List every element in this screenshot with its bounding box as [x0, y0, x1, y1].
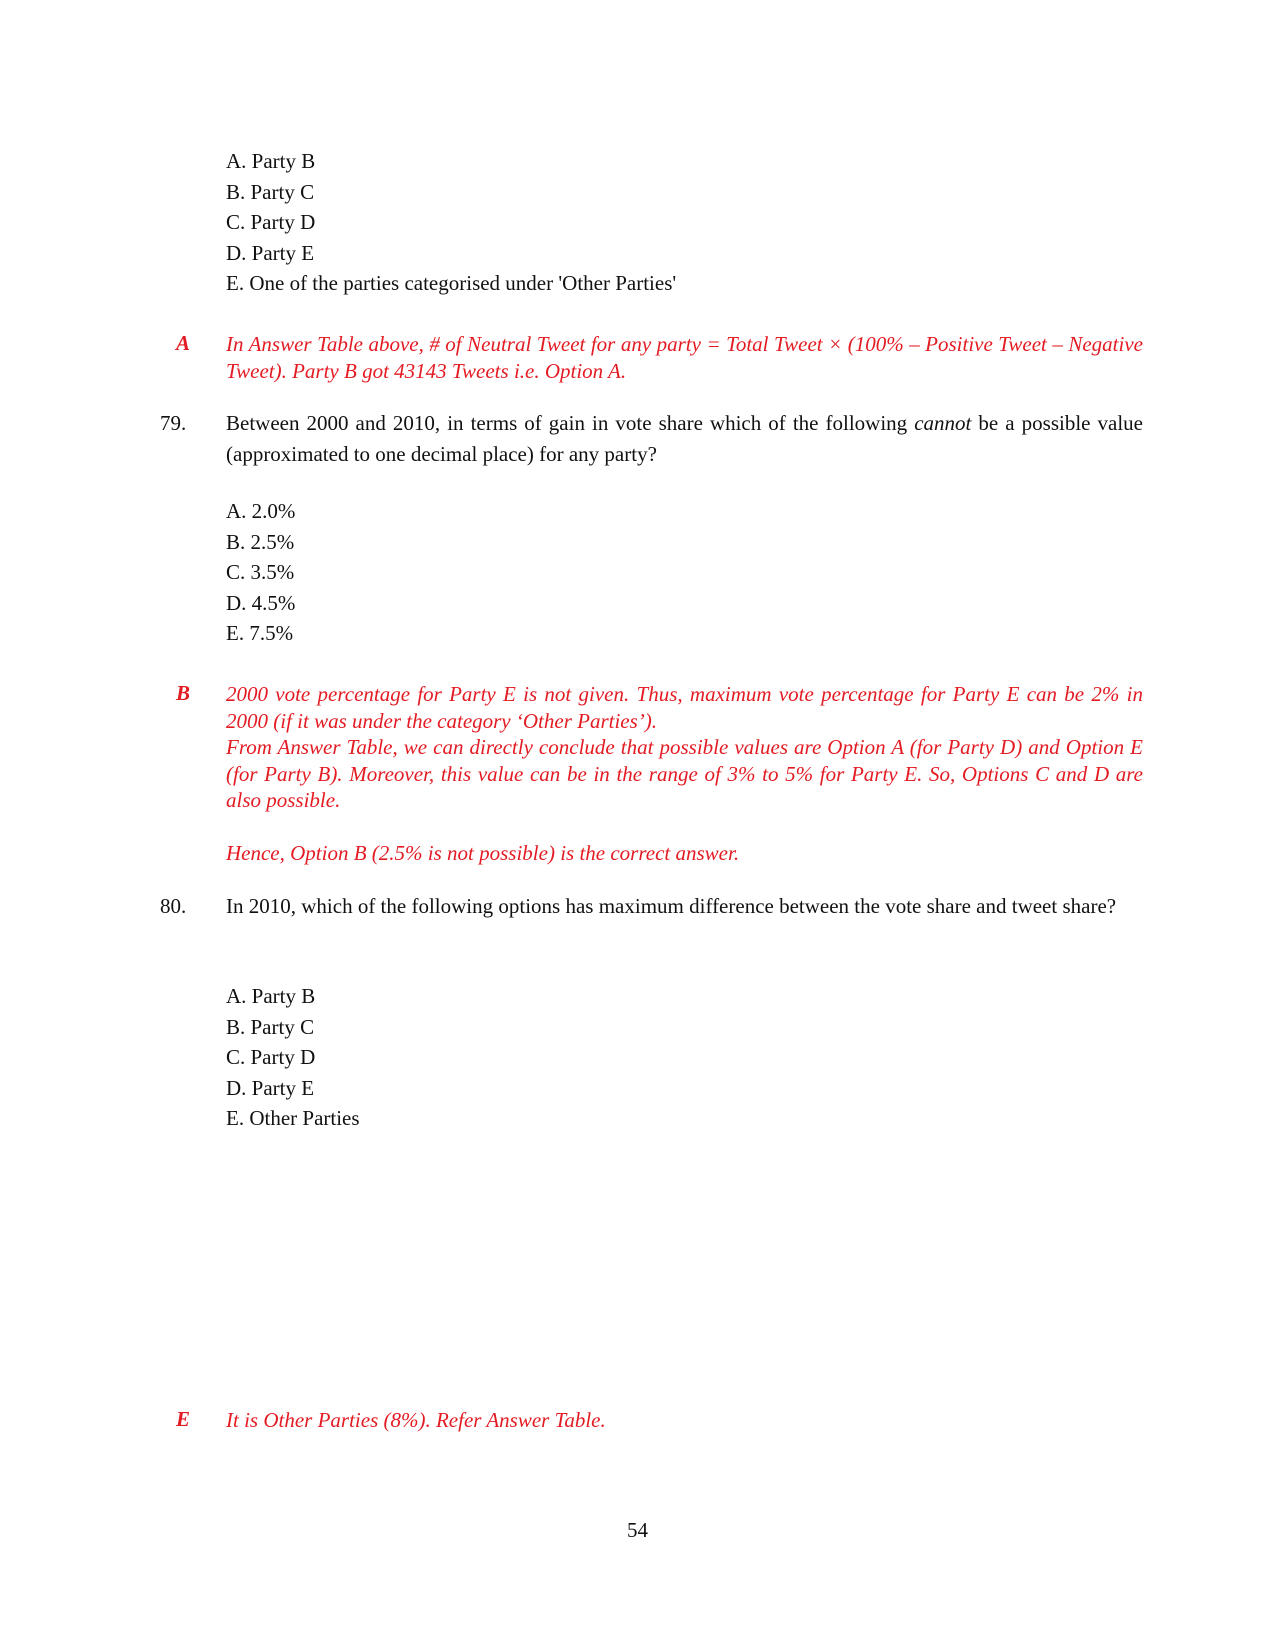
- q80-options-list: [226, 981, 360, 1134]
- q79-answer-key: B: [175, 681, 190, 705]
- q80-option-b: B. Party C: [226, 1014, 315, 1039]
- q78-answer-key: A: [175, 331, 190, 355]
- q78-explanation: [226, 331, 1143, 384]
- q79-option-a: A. 2.0%: [226, 499, 296, 523]
- q79-explanation-p3: Hence, Option B (2.5% is not possible) is the correct answer.: [226, 840, 740, 865]
- q80-answer-key: E: [175, 1407, 190, 1431]
- q79-text-emphasis: cannot: [914, 411, 972, 435]
- q78-option-e: E. One of the parties categorised under 'Other Parties': [226, 271, 677, 295]
- q79-text-after: be a possible value (approximated to one decimal place) for any party?: [226, 411, 1144, 466]
- q79-option-d: D. 4.5%: [226, 590, 296, 615]
- q80-explanation: [226, 1407, 1143, 1434]
- q79-option-b: B. 2.5%: [226, 529, 295, 554]
- q80-number: 80.: [160, 894, 187, 918]
- q79-options-list: [226, 496, 295, 649]
- q78-explanation-text: In Answer Table above, # of Neutral Tweet for any party = Total Tweet × (100% – Positive Tweet – Negative Tweet). Party B got 43143 Tweets i.e. Option A.: [226, 332, 1143, 383]
- q79-text-before: Between 2000 and 2010, in terms of gain in vote share which of the following: [226, 411, 915, 435]
- page-number: 54: [627, 1518, 648, 1542]
- q79-explanation-p1: 2000 vote percentage for Party E is not given. Thus, maximum vote percentage for Party E can be 2% in 2000 (if it was under the category ‘Other Parties’).: [226, 682, 1143, 733]
- q80-question-text: In 2010, which of the following options has maximum difference between the vote share and tweet share?: [226, 894, 1117, 918]
- q78-option-d: D. Party E: [226, 240, 315, 265]
- q79-option-e: E. 7.5%: [226, 621, 294, 645]
- q80-option-c: C. Party D: [226, 1045, 316, 1069]
- q80-option-a: A. Party B: [226, 984, 316, 1008]
- q79-explanation-p2: From Answer Table, we can directly conclude that possible values are Option A (for Party D) and Option E (for Party B). Moreover, this value can be in the range of 3% to 5% for Party E. So, Options C and D are also possible.: [226, 735, 1143, 812]
- q80-explanation-text: It is Other Parties (8%). Refer Answer Table.: [226, 1408, 606, 1432]
- q79-question-text: [226, 408, 1143, 469]
- q80-option-e: E. Other Parties: [226, 1106, 360, 1130]
- q78-option-c: C. Party D: [226, 210, 316, 234]
- q78-option-b: B. Party C: [226, 179, 315, 204]
- q78-option-a: A. Party B: [226, 149, 316, 173]
- q79-option-c: C. 3.5%: [226, 560, 295, 584]
- q80-option-d: D. Party E: [226, 1075, 315, 1100]
- q79-number: 79.: [160, 411, 187, 435]
- q78-options-list: [226, 146, 676, 299]
- q79-explanation: [226, 681, 1143, 866]
